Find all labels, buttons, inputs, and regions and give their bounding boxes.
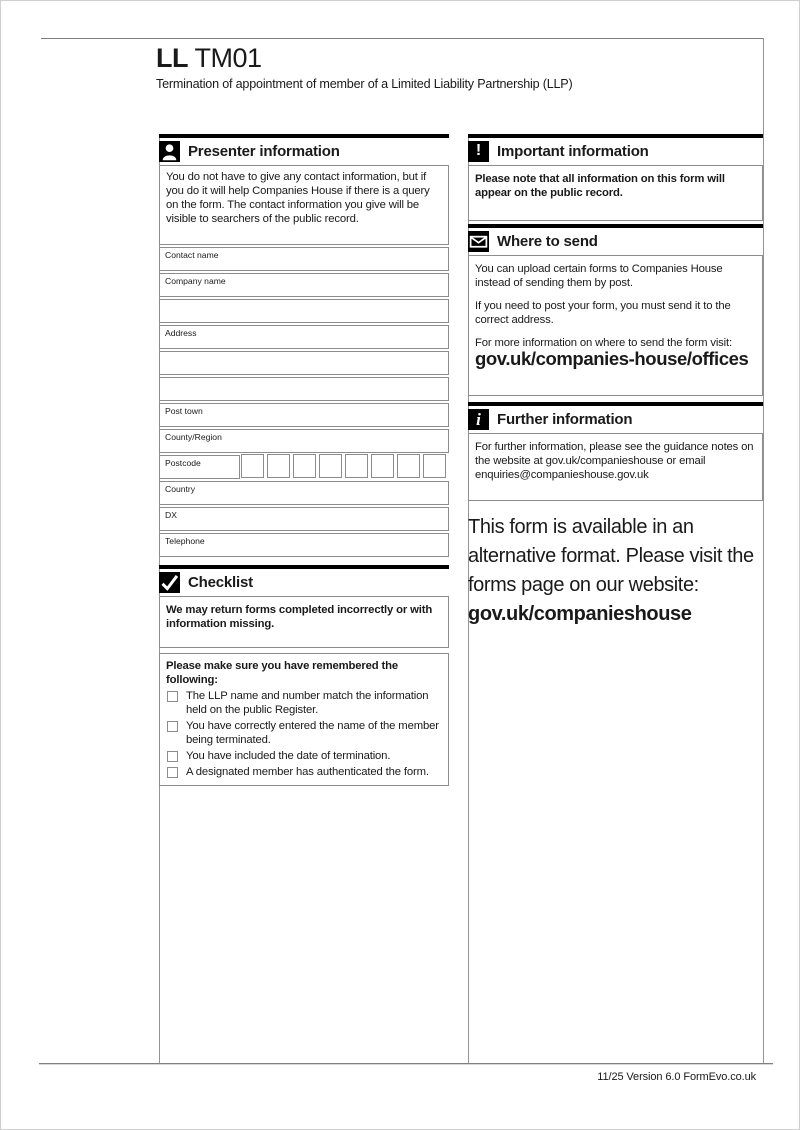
postcode-cell-6[interactable] bbox=[371, 454, 394, 478]
dx-field[interactable] bbox=[159, 507, 449, 531]
telephone-field[interactable] bbox=[159, 533, 449, 557]
form-number: TM01 bbox=[194, 43, 262, 73]
company-name-field[interactable] bbox=[159, 273, 449, 297]
further-info-section-header bbox=[468, 402, 763, 431]
address-label: Address bbox=[165, 328, 197, 338]
form-code bbox=[156, 43, 573, 74]
postcode-cell-3[interactable] bbox=[293, 454, 316, 478]
form-version-footer: 11/25 Version 6.0 FormEvo.co.uk bbox=[597, 1071, 756, 1083]
form-series: LL bbox=[156, 43, 188, 73]
further-info-section-title: Further information bbox=[497, 410, 633, 428]
country-label: Country bbox=[165, 484, 196, 494]
person-icon bbox=[159, 141, 180, 162]
presenter-section-header bbox=[159, 134, 449, 163]
envelope-icon bbox=[468, 231, 489, 252]
checkbox-icon[interactable] bbox=[167, 767, 178, 778]
exclamation-icon: ! bbox=[468, 141, 489, 162]
postcode-cell-4[interactable] bbox=[319, 454, 342, 478]
important-section-title: Important information bbox=[497, 142, 649, 160]
checklist-warning: We may return forms completed incorrectly or with information missing. bbox=[159, 596, 449, 648]
checklist-item: The LLP name and number match the information held on the public Register. bbox=[166, 689, 442, 717]
contact-name-label: Contact name bbox=[165, 250, 219, 260]
county-region-field[interactable] bbox=[159, 429, 449, 453]
postcode-cell-7[interactable] bbox=[397, 454, 420, 478]
where-to-send-para2: If you need to post your form, you must send it to the correct address. bbox=[475, 300, 731, 326]
where-to-send-section-title: Where to send bbox=[497, 232, 598, 250]
where-to-send-box bbox=[468, 255, 763, 396]
contact-name-field[interactable] bbox=[159, 247, 449, 271]
checklist-reminder-heading: Please make sure you have remembered the following: bbox=[166, 660, 398, 686]
checklist-section-header bbox=[159, 565, 449, 594]
left-column bbox=[159, 134, 449, 786]
postcode-cell-5[interactable] bbox=[345, 454, 368, 478]
checklist-section-title: Checklist bbox=[188, 573, 253, 591]
telephone-label: Telephone bbox=[165, 536, 205, 546]
dx-label: DX bbox=[165, 510, 177, 520]
checklist-item: You have included the date of termination. bbox=[166, 749, 442, 763]
company-name-field-line2[interactable] bbox=[159, 299, 449, 323]
postcode-label: Postcode bbox=[165, 458, 201, 468]
country-field[interactable] bbox=[159, 481, 449, 505]
form-title-block bbox=[156, 43, 573, 91]
postcode-cell-2[interactable] bbox=[267, 454, 290, 478]
checkbox-icon[interactable] bbox=[167, 721, 178, 732]
bottom-rule bbox=[39, 1063, 773, 1064]
alternative-format-block bbox=[468, 513, 763, 629]
address-field-line2[interactable] bbox=[159, 351, 449, 375]
where-to-send-para1: You can upload certain forms to Companies House instead of sending them by post. bbox=[475, 263, 723, 289]
right-column bbox=[468, 134, 763, 629]
info-icon: i bbox=[468, 409, 489, 430]
checkbox-icon[interactable] bbox=[167, 751, 178, 762]
county-region-label: County/Region bbox=[165, 432, 222, 442]
checkmark-icon bbox=[159, 572, 180, 593]
address-field-line3[interactable] bbox=[159, 377, 449, 401]
address-field[interactable] bbox=[159, 325, 449, 349]
right-column-rule bbox=[763, 38, 764, 1063]
checklist-items-box bbox=[159, 653, 449, 786]
where-to-send-para3: For more information on where to send the form visit: bbox=[475, 337, 733, 349]
checklist-item: A designated member has authenticated the form. bbox=[166, 765, 442, 779]
where-to-send-section-header bbox=[468, 224, 763, 253]
postcode-cell-8[interactable] bbox=[423, 454, 446, 478]
post-town-field[interactable] bbox=[159, 403, 449, 427]
important-note: Please note that all information on this form will appear on the public record. bbox=[468, 165, 763, 221]
post-town-label: Post town bbox=[165, 406, 203, 416]
further-info-text: For further information, please see the guidance notes on the website at gov.uk/companieshouse or email enquiries@companieshouse.gov.uk bbox=[468, 433, 763, 501]
checkbox-icon[interactable] bbox=[167, 691, 178, 702]
company-name-label: Company name bbox=[165, 276, 226, 286]
presenter-section-title: Presenter information bbox=[188, 142, 340, 160]
top-rule bbox=[41, 38, 763, 39]
postcode-field bbox=[159, 455, 449, 479]
postcode-cells bbox=[241, 454, 446, 478]
form-subtitle: Termination of appointment of member of a Limited Liability Partnership (LLP) bbox=[156, 77, 573, 91]
alternative-format-text: This form is available in an alternative format. Please visit the forms page on our website: bbox=[468, 516, 754, 596]
postcode-cell-1[interactable] bbox=[241, 454, 264, 478]
important-section-header bbox=[468, 134, 763, 163]
postcode-label-box bbox=[159, 455, 240, 479]
presenter-intro: You do not have to give any contact information, but if you do it will help Companies House if there is a query on the form. The contact information you give will be visible to searchers of the public record. bbox=[159, 165, 449, 245]
companieshouse-url: gov.uk/companieshouse bbox=[468, 603, 692, 625]
offices-url: gov.uk/companies-house/offices bbox=[475, 348, 749, 369]
checklist-item: You have correctly entered the name of the member being terminated. bbox=[166, 719, 442, 747]
